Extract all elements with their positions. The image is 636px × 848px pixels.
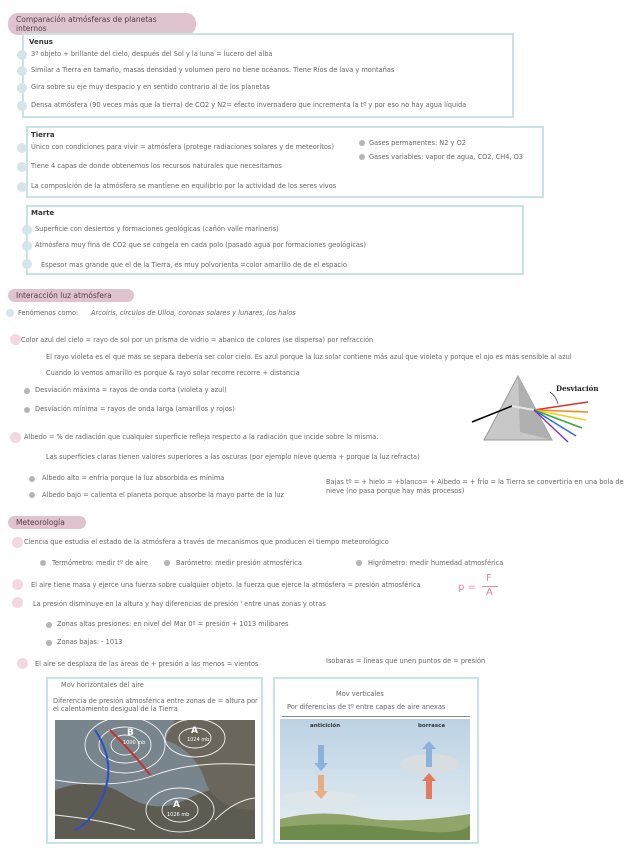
marte-title: Marte: [31, 209, 55, 217]
map-high2-value: 1026 mb: [167, 812, 190, 818]
bullet-dot: [22, 259, 32, 269]
aire-desplaza-text: El aire se desplaza de las áreas de + presión a las menos = vientos: [35, 660, 259, 668]
bullet-dot: [17, 143, 27, 153]
fenomenos-label: Fenómenos como:: [18, 309, 79, 317]
amarillo-text: Cuando lo vemos amarillo es porque & rayo solar recorre recorre + distancia: [46, 369, 300, 377]
bullet-dot: [22, 225, 32, 235]
isobaras-text: Isobaras = líneas que unen puntos de = presión: [326, 657, 486, 665]
venus-item: Similar a Tierra en tamaño, masas densidad y volumen pero no tiene océanos. Tiene Ríos de lava y montañas: [31, 66, 395, 74]
isobar-weather-map: [55, 720, 255, 839]
termometro-text: Termómetro: medir tº de aire: [52, 559, 148, 567]
bullet-dot: [17, 658, 28, 669]
tierra-item: Tiene 4 capas de donde obtenemos los recursos naturales que necesitamos: [31, 162, 282, 170]
desviacion-maxima: Desviación máxima = rayos de onda corta (violeta y azul): [35, 386, 227, 394]
map-high1-value: 1024 mb: [187, 737, 210, 743]
bullet-dot: [10, 334, 21, 345]
bullet-dot: [17, 101, 27, 111]
venus-item: Densa atmósfera (90 veces más que la tierra) de CO2 y N2= efecto invernadero que incrementa la tº y por eso no hay agua líquida: [31, 101, 467, 109]
tierra-side-item: Gases variables: vapor de agua, CO2, CH4, O3: [369, 153, 523, 161]
zonas-altas-text: Zonas altas presiones: en nivel del Mar 0º = presión + 1013 milibares: [57, 620, 289, 628]
section-header-luz: Interacción luz atmósfera: [8, 289, 134, 302]
bullet-dot: [12, 537, 23, 548]
mov-verticales-text: Por diferencias de tº entre capas de aire anexas: [287, 703, 446, 711]
tierra-title: Tierra: [31, 131, 55, 139]
albedo-bajo: Albedo bajo = calienta el planeta porque absorbe la mayo parte de la luz: [42, 491, 284, 499]
tierra-side-item: Gases permanentes: N2 y O2: [369, 139, 466, 147]
map-high1-label: A: [191, 726, 198, 736]
map-high2-label: A: [173, 800, 180, 810]
bullet-dot: [17, 182, 27, 192]
formula-f: F: [486, 573, 492, 584]
albedo-text: Albedo = % de radiación que cualquier superficie refleja respecto a la radiación que incide sobre la misma.: [24, 433, 379, 441]
barometro-text: Barómetro: medir presión atmosférica: [176, 559, 302, 567]
mov-verticales-title: Mov verticales: [336, 690, 384, 698]
mov-horizontales-title: Mov horizontales del aire: [61, 681, 144, 689]
bullet-dot: [46, 622, 52, 628]
section-header-planetas: Comparación atmósferas de planetas internos: [8, 13, 196, 35]
divider-line: [282, 716, 470, 717]
mov-horizontales-text: Diferencia de presión atmosférica entre zonas de = altura por el calentamiento desigual de la Tierra: [53, 697, 258, 713]
albedo-alto: Albedo alto = enfría porque la luz absorbida es mínima: [42, 474, 225, 482]
formula-p: p =: [458, 582, 476, 593]
bullet-dot: [359, 140, 365, 146]
map-low-label: B: [127, 728, 134, 738]
marte-item: Atmósfera muy fina de CO2 que se congela en cada polo (pasado agua por formaciones geológicas): [35, 241, 366, 249]
bullet-dot: [29, 492, 35, 498]
bullet-dot: [22, 241, 32, 251]
venus-title: Venus: [29, 38, 53, 46]
borrasca-label: borrasca: [418, 723, 446, 729]
higrometro-text: Higrómetro: medir humedad atmosférica: [368, 559, 504, 567]
tierra-item: Único con condiciones para vivir = atmósfera (protege radiaciones solares y de meteoritos): [31, 143, 334, 151]
superficies-text: Las superficies claras tienen valores superiores a las oscuras (por ejemplo nieve quema + porque la luz refracta): [46, 453, 420, 461]
bullet-dot: [29, 476, 35, 482]
bajas-t-text: Bajas tº = + hielo = +blanco= + Albedo = + frío = la Tierra se convertiría en una bola de nieve (no pasa porque hay más procesos): [326, 478, 624, 495]
marte-item: Superficie con desiertos y formaciones geológicas (cañón valle marineris): [35, 225, 279, 233]
prism-diagram: [472, 372, 599, 452]
bullet-dot: [359, 154, 365, 160]
anticiclon-label: anticiclón: [310, 723, 341, 729]
bullet-dot: [12, 597, 23, 608]
formula-a: A: [486, 587, 493, 598]
section-header-meteorologia: Meteorología: [8, 516, 86, 529]
bullet-dot: [40, 560, 46, 566]
bullet-dot: [17, 83, 27, 93]
bullet-dot: [46, 640, 52, 646]
bullet-dot: [17, 162, 27, 172]
bullet-dot: [12, 579, 23, 590]
bullet-dot: [6, 309, 14, 317]
marte-item: Espesor mas grande que el de la Tierra, es muy polvorienta =color amarillo de de el espacio: [41, 261, 347, 269]
fenomenos-text: Arcoíris, círculos de Ulloa, coronas solares y lunares, los halos: [91, 309, 296, 317]
bullet-dot: [24, 407, 30, 413]
bullet-dot: [356, 560, 362, 566]
aire-masa-text: El aire tiene masa y ejerce una fuerza sobre cualquier objeto. la fuerza que ejerce la atmósfera = presión atmosférica: [31, 581, 421, 589]
tierra-item: La composición de la atmósfera se mantiene en equilibrio por la actividad de los seres vivos: [31, 182, 337, 190]
venus-item: Gira sobre su eje muy despacio y en sentido contrario al de los planetas: [31, 83, 270, 91]
bullet-dot: [10, 432, 21, 443]
violeta-text: El rayo violeta es el que más se separa debería ser color cielo. Es azul porque la luz solar contiene más azul que violeta y porque el ojo es más sensible al azul: [46, 353, 572, 361]
bullet-dot: [164, 560, 170, 566]
bullet-dot: [17, 66, 27, 76]
desviacion-minima: Desviación mínima = rayos de onda larga (amarillos y rojos): [35, 405, 235, 413]
venus-item: 3º objeto + brillante del cielo, después del Sol y la luna = lucero del alba: [31, 50, 273, 58]
map-low-value: 1000 mb: [123, 740, 146, 746]
bullet-dot: [17, 50, 27, 60]
zonas-bajas-text: Zonas bajas: - 1013: [57, 638, 123, 646]
vertical-movement-illustration: [280, 719, 470, 840]
presion-disminuye-text: La presión disminuye en la altura y hay diferencias de presión ' entre unas zonas y otras: [33, 600, 326, 608]
ciencia-text: Ciencia que estudia el estado de la atmósfera a través de mecanismos que producen el tiempo meteorológico: [24, 538, 389, 546]
color-azul-text: Color azul del cielo = rayo de sol por un prisma de vidrio = abanico de colores (se dispersa) por refracción: [21, 336, 374, 344]
bullet-dot: [24, 388, 30, 394]
prism-label: Desviación: [556, 384, 599, 393]
